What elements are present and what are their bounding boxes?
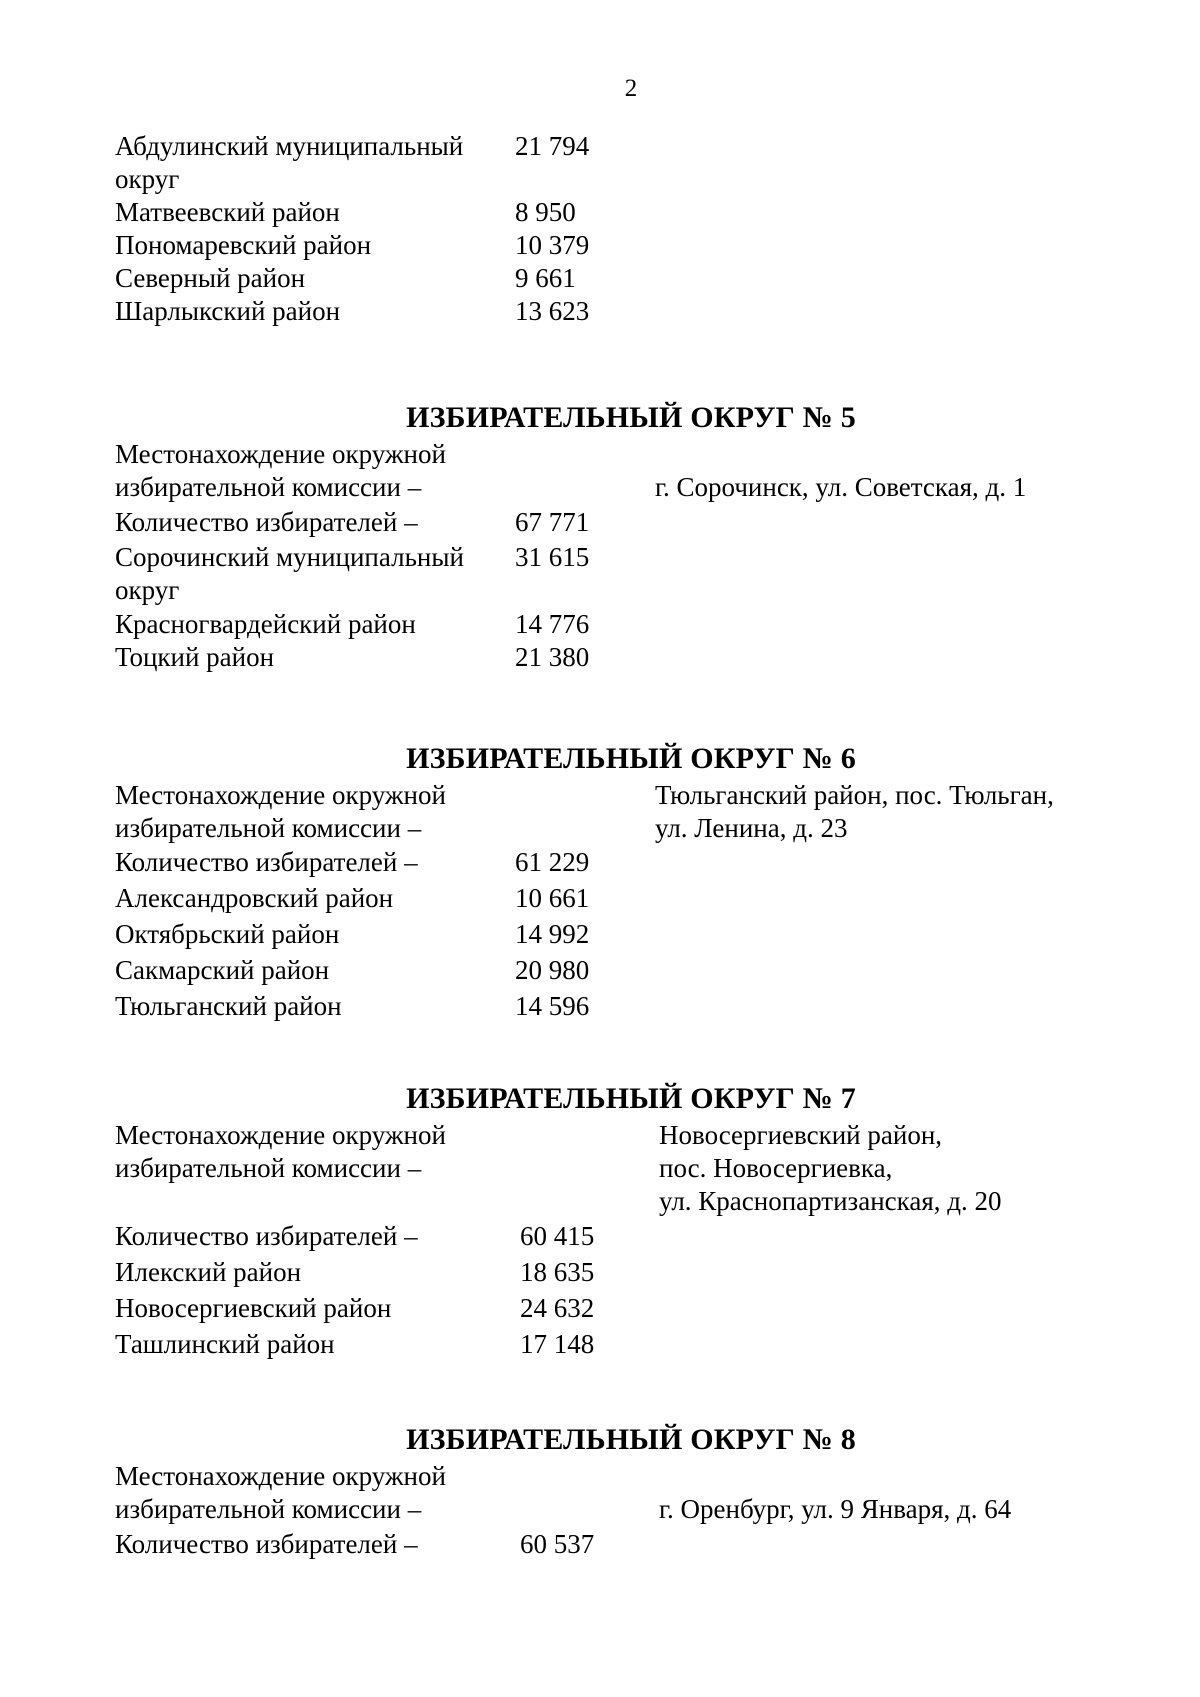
- list-item: [115, 539, 1115, 608]
- commission-location: [115, 779, 1115, 845]
- area-name: Абдулинский муниципальный округ: [115, 131, 464, 194]
- area-name: Красногвардейский район: [115, 609, 416, 639]
- list-item: [115, 1292, 1115, 1328]
- area-name: Тоцкий район: [115, 642, 275, 672]
- area-name: Шарлыкский район: [115, 296, 341, 326]
- commission-address: [655, 779, 1115, 845]
- voters-label: Количество избирателей –: [115, 1221, 418, 1251]
- voter-count: 9 661: [515, 263, 576, 293]
- district-heading: ИЗБИРАТЕЛЬНЫЙ ОКРУГ № 5: [406, 401, 856, 434]
- voters-total: 61 229: [515, 847, 590, 877]
- area-name: Тюльганский район: [115, 991, 342, 1021]
- voters-total: 60 415: [520, 1221, 595, 1251]
- address-line: г. Оренбург, ул. 9 Января, д. 64: [659, 1494, 1012, 1524]
- list-item: [115, 608, 1115, 641]
- voter-count: 10 379: [515, 230, 590, 260]
- list-item: [115, 641, 1115, 674]
- location-label-line: избирательной комиссии –: [115, 1153, 422, 1183]
- voter-count: 14 992: [515, 919, 590, 949]
- voter-count: 21 380: [515, 642, 590, 672]
- address-line: ул. Краснопартизанская, д. 20: [659, 1186, 1002, 1216]
- voter-count: 24 632: [520, 1293, 595, 1323]
- voter-count: 14 596: [515, 991, 590, 1021]
- commission-address: [659, 1493, 1119, 1526]
- location-label-line: избирательной комиссии –: [115, 813, 422, 843]
- location-label: [115, 779, 535, 845]
- list-item: [115, 295, 1115, 328]
- district-area-list: [115, 1528, 1115, 1561]
- commission-location: [115, 438, 1115, 504]
- voter-count: 18 635: [520, 1257, 595, 1287]
- list-item: [115, 1256, 1115, 1292]
- area-name: Сакмарский район: [115, 955, 330, 985]
- address-line: пос. Новосергиевка,: [659, 1153, 893, 1183]
- location-label-line: Местонахождение окружной: [115, 780, 446, 810]
- list-item: [115, 130, 1115, 196]
- location-label: [115, 438, 535, 504]
- area-name: Ташлинский район: [115, 1329, 335, 1359]
- voters-total-row: [115, 1528, 1115, 1561]
- list-item: [115, 262, 1115, 295]
- list-item: [115, 229, 1115, 262]
- area-name: Октябрьский район: [115, 919, 340, 949]
- address-line: Новосергиевский район,: [659, 1120, 943, 1150]
- area-name: Сорочинский муниципальный округ: [115, 542, 464, 605]
- list-item: [115, 918, 1115, 954]
- voter-count: 21 794: [515, 131, 590, 161]
- voters-label: Количество избирателей –: [115, 1529, 418, 1559]
- voters-total: 60 537: [520, 1529, 595, 1559]
- list-item: [115, 1328, 1115, 1364]
- location-label-line: Местонахождение окружной: [115, 439, 446, 469]
- voter-count: 10 661: [515, 883, 590, 913]
- commission-address: [655, 471, 1115, 504]
- area-name: Александровский район: [115, 883, 394, 913]
- voters-total-row: [115, 506, 1115, 539]
- area-name: Новосергиевский район: [115, 1293, 392, 1323]
- voter-count: 8 950: [515, 197, 576, 227]
- list-item: [115, 196, 1115, 229]
- district-heading: ИЗБИРАТЕЛЬНЫЙ ОКРУГ № 6: [406, 742, 856, 775]
- district-area-list: [115, 1220, 1115, 1364]
- voters-total: 67 771: [515, 507, 590, 537]
- top-area-list: [115, 130, 1115, 328]
- address-line: ул. Ленина, д. 23: [655, 813, 848, 843]
- district-heading: ИЗБИРАТЕЛЬНЫЙ ОКРУГ № 8: [406, 1423, 856, 1456]
- area-name: Пономаревский район: [115, 230, 372, 260]
- district-area-list: [115, 506, 1115, 674]
- location-label-line: избирательной комиссии –: [115, 472, 422, 502]
- address-line: Тюльганский район, пос. Тюльган,: [655, 780, 1054, 810]
- commission-address: [659, 1119, 1119, 1218]
- area-name: Северный район: [115, 263, 306, 293]
- commission-location: [115, 1460, 1115, 1526]
- address-line: г. Сорочинск, ул. Советская, д. 1: [655, 472, 1027, 502]
- voter-count: 31 615: [515, 542, 590, 572]
- location-label-line: избирательной комиссии –: [115, 1494, 422, 1524]
- district-area-list: [115, 846, 1115, 1026]
- voter-count: 14 776: [515, 609, 590, 639]
- list-item: [115, 882, 1115, 918]
- voter-count: 13 623: [515, 296, 590, 326]
- commission-location: [115, 1119, 1115, 1218]
- list-item: [115, 954, 1115, 990]
- voters-total-row: [115, 1220, 1115, 1256]
- location-label: [115, 1119, 535, 1185]
- voters-label: Количество избирателей –: [115, 507, 418, 537]
- district-heading: ИЗБИРАТЕЛЬНЫЙ ОКРУГ № 7: [406, 1082, 856, 1115]
- list-item: [115, 990, 1115, 1026]
- voter-count: 17 148: [520, 1329, 595, 1359]
- voter-count: 20 980: [515, 955, 590, 985]
- location-label-line: Местонахождение окружной: [115, 1120, 446, 1150]
- area-name: Матвеевский район: [115, 197, 340, 227]
- location-label: [115, 1460, 535, 1526]
- page-number: 2: [624, 75, 638, 102]
- location-label-line: Местонахождение окружной: [115, 1461, 446, 1491]
- voters-total-row: [115, 846, 1115, 882]
- area-name: Илекский район: [115, 1257, 302, 1287]
- voters-label: Количество избирателей –: [115, 847, 418, 877]
